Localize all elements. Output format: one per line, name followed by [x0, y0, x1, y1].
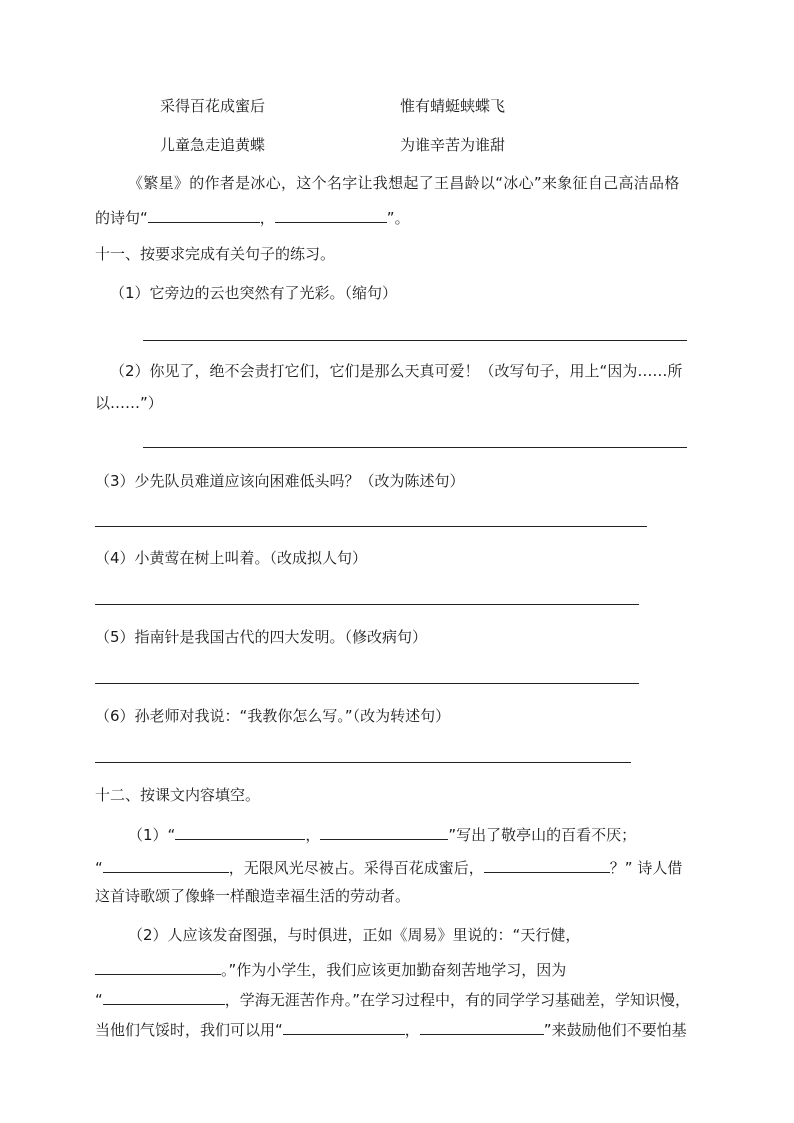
text: “: [95, 859, 103, 877]
answer-line[interactable]: [143, 340, 687, 341]
text: ”写出了敬亭山的百看不厌；: [448, 826, 637, 844]
text: “: [95, 991, 103, 1009]
question-11-5: （5）指南针是我国古代的四大发明。（修改病句）: [95, 628, 428, 646]
text: ？” 诗人借: [609, 859, 683, 877]
fill-12-2-line-4: [95, 1018, 687, 1040]
answer-line[interactable]: [95, 526, 647, 527]
poem-right-1: 惟有蜻蜓蛱蝶飞: [400, 97, 506, 115]
text: ，: [305, 826, 321, 844]
fanxing-prefix: 的诗句“: [95, 209, 148, 227]
fill-blank[interactable]: [275, 206, 387, 223]
poem-right-2: 为谁辛苦为谁甜: [400, 136, 506, 154]
answer-line[interactable]: [95, 762, 631, 763]
text: 当他们气馁时，我们可以用“: [95, 1021, 283, 1039]
question-11-6: （6）孙老师对我说：“我教你怎么写。”（改为转述句）: [95, 707, 451, 725]
fill-blank[interactable]: [175, 823, 305, 840]
question-11-4: （4）小黄莺在树上叫着。（改成拟人句）: [95, 549, 368, 567]
fill-12-2-line-2: [95, 958, 566, 980]
fill-blank[interactable]: [148, 206, 260, 223]
text: ，无限风光尽被占。采得百花成蜜后，: [228, 859, 484, 877]
fill-blank[interactable]: [320, 823, 448, 840]
fill-12-2-line-3: [95, 988, 690, 1010]
answer-line[interactable]: [95, 683, 639, 684]
answer-line[interactable]: [95, 604, 639, 605]
fill-blank[interactable]: [420, 1018, 544, 1035]
text: ，: [404, 1021, 420, 1039]
fill-12-2-line-1: （2）人应该发奋图强，与时俱进，正如《周易》里说的：“天行健，: [128, 926, 581, 944]
question-11-3: （3）少先队员难道应该向困难低头吗？（改为陈述句）: [95, 472, 465, 490]
fill-blank[interactable]: [103, 856, 229, 873]
poem-left-2: 儿童急走追黄蝶: [160, 136, 266, 154]
answer-line[interactable]: [143, 447, 687, 448]
fill-12-1-line-2: [95, 856, 682, 878]
fill-blank[interactable]: [283, 1018, 405, 1035]
question-11-2-line-2: 以……”）: [95, 394, 163, 412]
question-11-2-line-1: （2）你见了，绝不会责打它们，它们是那么天真可爱！（改写句子，用上“因为……所: [110, 362, 683, 380]
question-11-1: （1）它旁边的云也突然有了光彩。（缩句）: [110, 284, 398, 302]
fill-blank[interactable]: [484, 856, 610, 873]
fill-12-1-line-1: [128, 823, 636, 845]
text: 。”作为小学生，我们应该更加勤奋刻苦地学习，因为: [221, 961, 567, 979]
poem-left-1: 采得百花成蜜后: [160, 97, 266, 115]
fill-blank[interactable]: [103, 988, 225, 1005]
fanxing-sep: ，: [259, 209, 275, 227]
fill-blank[interactable]: [95, 958, 221, 975]
fanxing-line-2: [95, 206, 410, 228]
fanxing-line-1: 《繁星》的作者是冰心，这个名字让我想起了王昌龄以“冰心”来象征自己高洁品格: [128, 174, 680, 192]
section-11-title: 十一、按要求完成有关句子的练习。: [95, 245, 336, 263]
text: ，学海无涯苦作舟。”在学习过程中，有的同学学习基础差，学知识慢，: [224, 991, 691, 1009]
section-12-title: 十二、按课文内容填空。: [95, 786, 261, 804]
text: ”来鼓励他们不要怕基: [543, 1021, 687, 1039]
text: （1）“: [128, 826, 176, 844]
fanxing-suffix: ”。: [386, 209, 410, 227]
fill-12-1-line-3: 这首诗歌颂了像蜂一样酿造幸福生活的劳动者。: [95, 887, 411, 905]
